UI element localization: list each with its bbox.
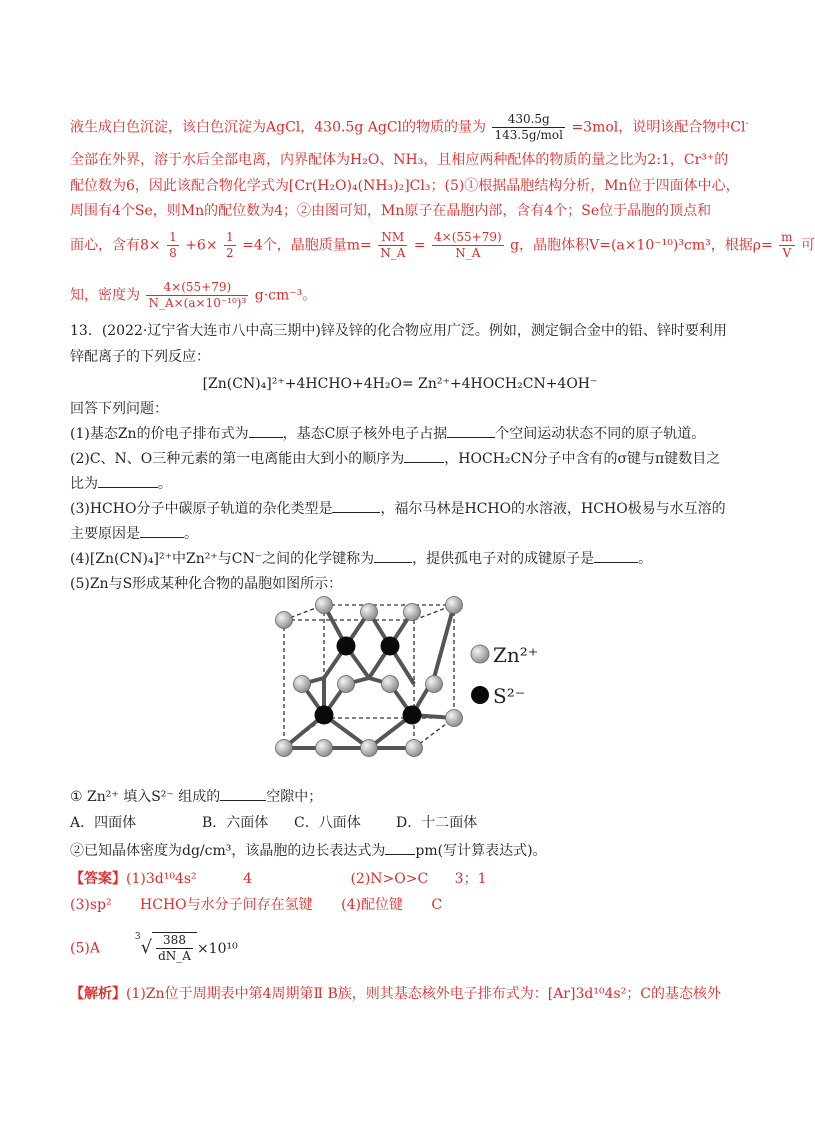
answer-tag: 【答案】 <box>70 871 126 887</box>
option-d: D．十二面体 <box>396 815 478 831</box>
text: =4个，晶胞质量m= <box>242 237 372 254</box>
answer-blank <box>404 450 444 463</box>
cube-root-expression: $^3$√ $\frac{388}{dN\_A}$ ×10¹⁰ <box>134 931 238 963</box>
text: (3)HCHO分子中碳原子轨道的杂化类型是 <box>70 501 333 517</box>
fraction-denominator: 8 <box>169 246 177 260</box>
solution-line-3: 配位数为6，因此该配合物化学式为[Cr(H₂O)₄(NH₃)₂]Cl₃；(5)①根据晶胞结构分析，Mn位于四面体中心， <box>70 178 740 194</box>
text: 知，密度为 <box>70 287 140 304</box>
solution-line-2: 全部在外界，溶于水后全部电离，内界配体为H₂O、NH₃，且相应两种配体的物质的量之比为2:1，Cr³⁺的 <box>70 152 729 168</box>
text: 个空间运动状态不同的原子轨道。 <box>495 426 706 442</box>
fraction-numerator: 430.5g <box>492 112 565 128</box>
fraction-denominator: N_A <box>455 246 481 260</box>
answer-blank <box>98 475 158 488</box>
fraction-numerator: 4×(55+79) <box>434 230 502 244</box>
solution-line-5 <box>70 230 815 261</box>
subquestion-1 <box>70 788 322 806</box>
answer-blank <box>332 500 380 513</box>
analysis-tag: 【解析】 <box>70 986 126 1002</box>
fraction-numerator: m <box>781 230 793 244</box>
fraction-denominator: dN_A <box>158 949 191 963</box>
fraction <box>167 230 179 261</box>
answer-4: (4)配位键 <box>341 897 403 913</box>
fraction <box>432 230 504 261</box>
answer-blank <box>140 525 184 538</box>
answer-3: (3)sp² <box>70 897 112 913</box>
text: ，提供孤电子对的成键原子是 <box>412 551 595 567</box>
text: ×10¹⁰ <box>196 940 238 957</box>
text: (1)基态Zn的价电子排布式为 <box>70 426 249 442</box>
fraction-denominator: 143.5g/mol <box>494 128 563 142</box>
text: ②已知晶体密度为dg/cm³，该晶胞的边长表达式为 <box>70 843 386 859</box>
fraction-numerator: 1 <box>169 230 177 244</box>
answer-blank <box>385 842 415 855</box>
fraction <box>378 230 407 261</box>
answer-blank <box>220 788 266 801</box>
answer-line-3 <box>70 932 238 964</box>
fraction-denominator: N_A <box>380 246 406 260</box>
text: 面心，含有8× <box>70 237 161 254</box>
question-title-cont: 锌配离子的下列反应： <box>70 349 210 365</box>
fraction-denominator: V <box>782 246 792 260</box>
question-2-cont <box>70 475 172 493</box>
s-ions <box>315 637 422 725</box>
legend-zn-marker <box>471 645 489 663</box>
text: = <box>413 237 426 254</box>
answer-5: (5)A <box>70 940 100 957</box>
subquestion-2 <box>70 842 547 860</box>
text: ① Zn²⁺ 填入S²⁻ 组成的 <box>70 789 221 805</box>
fraction-numerator: 1 <box>226 230 234 244</box>
question-3-cont <box>70 525 198 543</box>
fraction-numerator: NM <box>378 230 407 246</box>
answer-blank <box>447 425 495 438</box>
superscript: - <box>745 118 749 129</box>
text: (2)C、N、O三种元素的第一电离能由大到小的顺序为 <box>70 451 405 467</box>
answer-blank <box>374 550 412 563</box>
text: pm(写计算表达式)。 <box>415 843 547 859</box>
answer-line-2 <box>70 896 442 914</box>
text: 可 <box>800 237 815 254</box>
fraction-moles <box>492 112 565 143</box>
option-c: C．八面体 <box>294 815 361 831</box>
legend-zn-label: Zn²⁺ <box>493 643 539 667</box>
text: g·cm⁻³。 <box>254 287 317 304</box>
question-2 <box>70 450 720 468</box>
answer-blank <box>249 425 283 438</box>
reaction-equation: [Zn(CN)₄]²⁺+4HCHO+4H₂O= Zn²⁺+4HOCH₂CN+4OH⁻ <box>202 376 598 392</box>
text: 主要原因是 <box>70 526 140 542</box>
question-5: (5)Zn与S形成某种化合物的晶胞如图所示： <box>70 576 343 592</box>
text: 液生成白色沉淀，该白色沉淀为AgCl，430.5g AgCl的物质的量为 <box>70 119 487 136</box>
fraction-numerator: 388 <box>156 933 193 949</box>
fraction-numerator: 4×(55+79) <box>146 280 248 296</box>
text: 。 <box>638 551 653 567</box>
text: g，晶胞体积V=(a×10⁻¹⁰)³cm³，根据ρ= <box>510 237 773 254</box>
text: 空隙中； <box>266 789 323 805</box>
answer-2b: 3；1 <box>454 871 487 887</box>
answer-line-1 <box>70 870 486 888</box>
root-index: 3 <box>134 931 141 942</box>
text: (4)[Zn(CN)₄]²⁺中Zn²⁺与CN⁻之间的化学键称为 <box>70 551 375 567</box>
text: 。 <box>158 476 172 492</box>
text: 。 <box>184 526 198 542</box>
analysis-line-1 <box>70 985 721 1003</box>
answer-4b: C <box>431 897 443 913</box>
fraction <box>156 933 193 964</box>
answer-1b: 4 <box>243 871 253 887</box>
answer-2: (2)N>O>C <box>350 871 429 887</box>
fraction <box>779 230 794 261</box>
solution-line-4: 周围有4个Se，则Mn的配位数为4；②由图可知，Mn原子在晶胞内部，含有4个；Se位于晶胞的顶点和 <box>70 203 712 219</box>
option-b: B．六面体 <box>202 815 269 831</box>
text: =3mol，说明该配合物中Cl <box>571 119 746 136</box>
question-title: 13．(2022·辽宁省大连市八中高三期中)锌及锌的化合物应用广泛。例如，测定铜合金中的铅、锌时要利用 <box>70 323 727 339</box>
text: +6× <box>185 237 218 254</box>
option-a: A．四面体 <box>70 815 137 831</box>
fraction-denominator: 2 <box>226 246 234 260</box>
solution-line-1 <box>70 112 749 143</box>
answer-1: (1)3d¹⁰4s² <box>126 871 197 887</box>
fraction-denominator: N_A×(a×10⁻¹⁰)³ <box>148 296 247 310</box>
solution-line-6 <box>70 280 316 311</box>
analysis-text: (1)Zn位于周期表中第4周期第Ⅱ B族，则其基态核外电子排布式为：[Ar]3d¹⁰4s²；C的基态核外 <box>126 986 721 1002</box>
bonds <box>284 605 454 748</box>
fraction <box>224 230 236 261</box>
question-3 <box>70 500 726 518</box>
legend-s-marker <box>471 686 489 704</box>
legend-s-label: S²⁻ <box>493 684 526 708</box>
question-1 <box>70 425 705 443</box>
text: 比为 <box>70 476 98 492</box>
text: ，福尔马林是HCHO的水溶液，HCHO极易与水互溶的 <box>380 501 726 517</box>
answer-blank <box>594 550 638 563</box>
text: ，基态C原子核外电子占据 <box>282 426 448 442</box>
fraction-density <box>146 280 248 311</box>
question-prompt: 回答下列问题： <box>70 401 168 417</box>
question-4 <box>70 550 652 568</box>
text: ，HOCH₂CN分子中含有的σ键与π键数目之 <box>444 451 721 467</box>
answer-3b: HCHO与水分子间存在氢键 <box>140 897 313 913</box>
